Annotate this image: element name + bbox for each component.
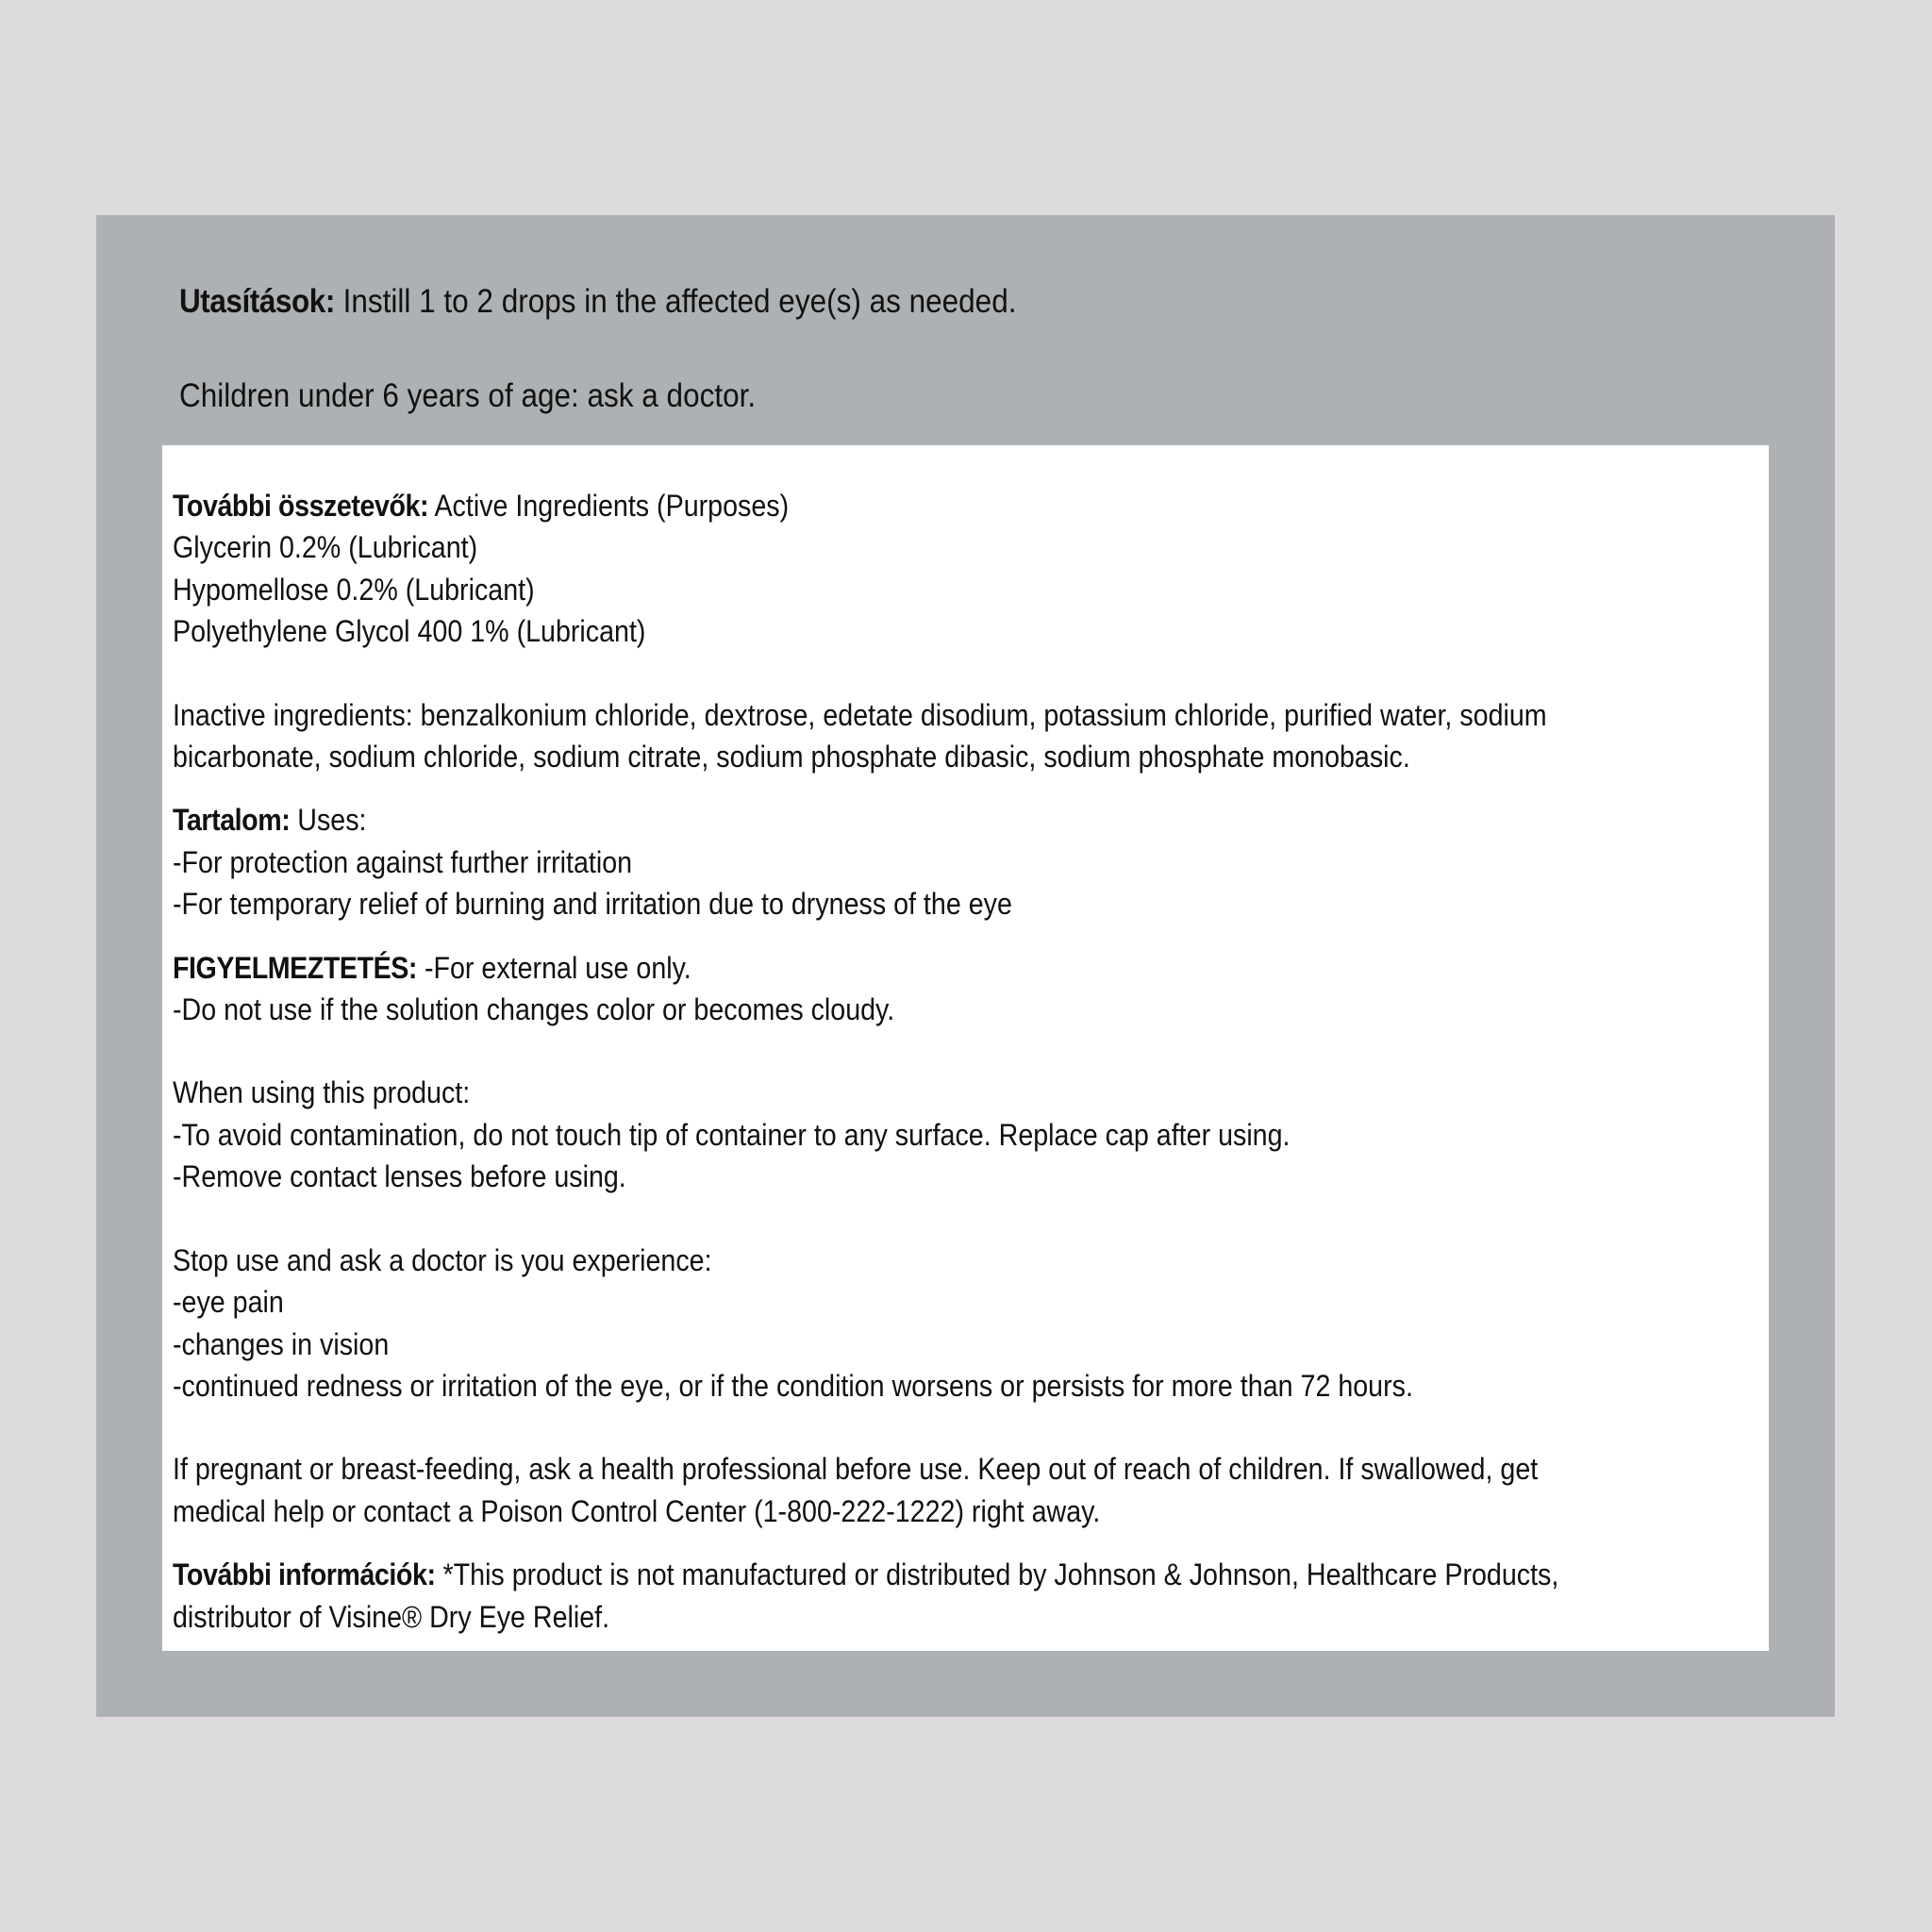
directions-text: Instill 1 to 2 drops in the affected eye(s) as needed. (334, 283, 1017, 320)
contents-heading-text: Uses: (290, 803, 367, 838)
inactive-ingredients-line: bicarbonate, sodium chloride, sodium citrate, sodium phosphate dibasic, sodium phosphate monobasic. (173, 740, 1410, 774)
more-info-text: *This product is not manufactured or distributed by Johnson & Johnson, Healthcare Products, (435, 1557, 1559, 1592)
stop-use-line: Stop use and ask a doctor is you experience: (173, 1242, 712, 1277)
stop-use-line: -continued redness or irritation of the eye, or if the condition worsens or persists for more than 72 hours. (173, 1368, 1413, 1403)
warning-line: -Do not use if the solution changes color or becomes cloudy. (173, 992, 895, 1027)
warnings-label: FIGYELMEZTETÉS: (173, 950, 418, 985)
directions-line (179, 279, 1572, 325)
pregnancy-line: If pregnant or breast-feeding, ask a health professional before use. Keep out of reach of children. If swallowed, get (173, 1452, 1539, 1487)
active-ingredient: Hypomellose 0.2% (Lubricant) (173, 572, 535, 607)
warnings-heading (173, 947, 1692, 989)
active-ingredient: Glycerin 0.2% (Lubricant) (173, 530, 478, 565)
contents-label: Tartalom: (173, 803, 291, 838)
when-using-line: -Remove contact lenses before using. (173, 1159, 626, 1194)
info-card-content (173, 485, 1692, 1638)
when-using-line: -To avoid contamination, do not touch tip of container to any surface. Replace cap after using. (173, 1117, 1291, 1152)
label-panel (96, 215, 1835, 1717)
use-item: -For protection against further irritation (173, 844, 633, 879)
info-card (162, 445, 1769, 1651)
directions-section (179, 279, 1572, 419)
more-info-label: További információk: (173, 1557, 436, 1592)
directions-label: Utasítások: (179, 283, 335, 320)
ingredients-label: További összetevők: (173, 489, 429, 523)
contents-heading (173, 799, 1692, 841)
active-ingredient: Polyethylene Glycol 400 1% (Lubricant) (173, 614, 646, 649)
more-info-heading (173, 1554, 1692, 1595)
inactive-ingredients-line: Inactive ingredients: benzalkonium chloride, dextrose, edetate disodium, potassium chloride, purified water, sodium (173, 697, 1547, 732)
stop-use-line: -eye pain (173, 1285, 284, 1320)
children-warning: Children under 6 years of age: ask a doctor. (179, 377, 757, 414)
when-using-line: When using this product: (173, 1075, 471, 1110)
more-info-line: distributor of Visine® Dry Eye Relief. (173, 1599, 610, 1634)
ingredients-heading (173, 485, 1692, 526)
warnings-first: -For external use only. (417, 950, 691, 985)
use-item: -For temporary relief of burning and irritation due to dryness of the eye (173, 887, 1012, 922)
ingredients-heading-text: Active Ingredients (Purposes) (428, 489, 790, 523)
stop-use-line: -changes in vision (173, 1326, 390, 1361)
pregnancy-line: medical help or contact a Poison Control Center (1-800-222-1222) right away. (173, 1493, 1101, 1528)
